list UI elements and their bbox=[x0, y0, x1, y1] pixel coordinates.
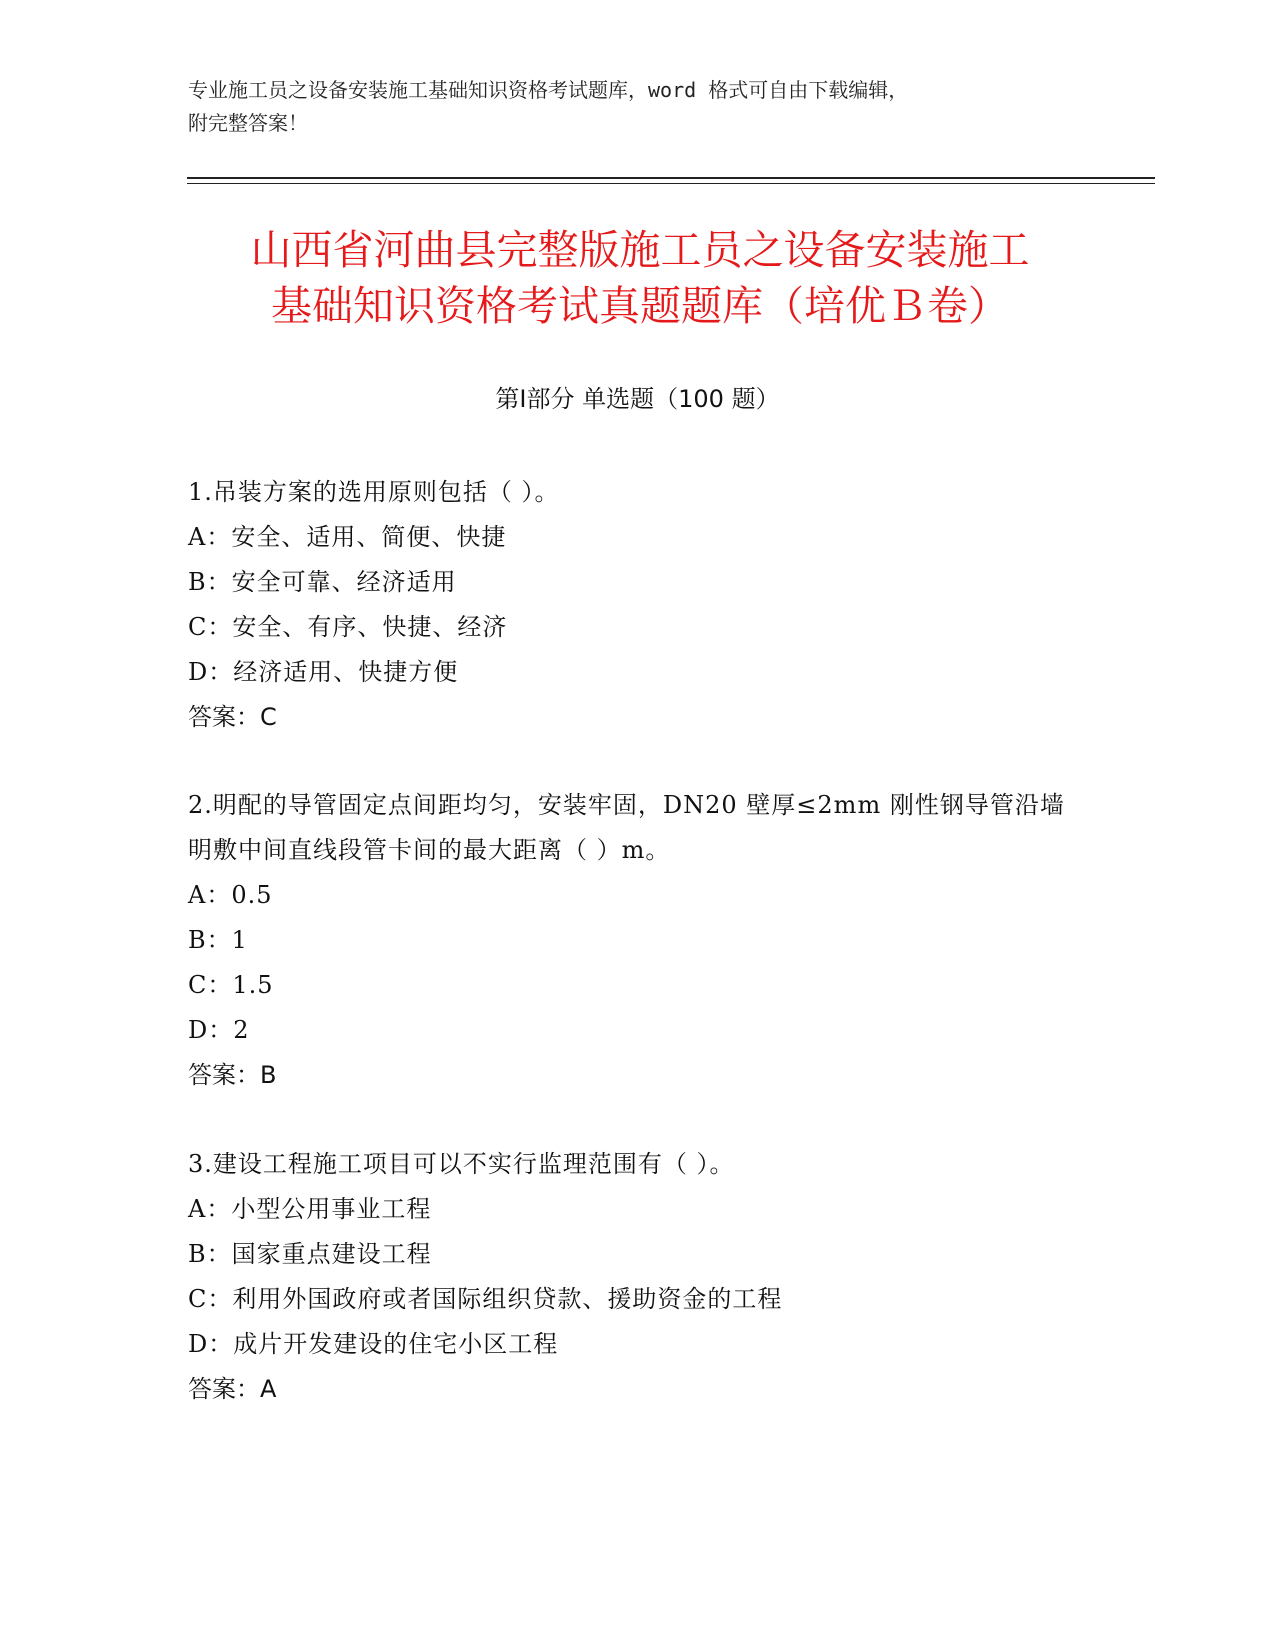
option-b: B：国家重点建设工程 bbox=[188, 1240, 432, 1268]
question-1 bbox=[188, 470, 1068, 740]
question-3 bbox=[188, 1142, 1068, 1412]
option-c: C：利用外国政府或者国际组织贷款、援助资金的工程 bbox=[188, 1285, 783, 1313]
header-divider-thick bbox=[187, 177, 1155, 179]
header-note-line1: 专业施工员之设备安装施工基础知识资格考试题库，word 格式可自由下载编辑， bbox=[188, 78, 909, 102]
header-divider-thin bbox=[187, 183, 1155, 184]
option-b: B：安全可靠、经济适用 bbox=[188, 568, 457, 596]
section-heading: 第Ⅰ部分 单选题（100 题） bbox=[495, 385, 780, 413]
question-2 bbox=[188, 783, 1068, 1098]
option-d: D：经济适用、快捷方便 bbox=[188, 658, 459, 686]
question-stem: 3.建设工程施工项目可以不实行监理范围有（ ）。 bbox=[188, 1150, 735, 1178]
document-title bbox=[130, 222, 1150, 334]
document-title-line2: 基础知识资格考试真题题库（培优Ｂ卷） bbox=[271, 282, 1009, 330]
option-c: C：1.5 bbox=[188, 971, 274, 999]
option-a: A：0.5 bbox=[188, 881, 273, 909]
question-stem: 1.吊装方案的选用原则包括（ ）。 bbox=[188, 478, 560, 506]
answer: 答案：C bbox=[188, 703, 277, 731]
answer: 答案：B bbox=[188, 1061, 277, 1089]
option-a: A：安全、适用、简便、快捷 bbox=[188, 523, 507, 551]
header-note bbox=[188, 74, 1088, 140]
document-title-line1: 山西省河曲县完整版施工员之设备安装施工 bbox=[250, 226, 1030, 274]
question-stem: 2.明配的导管固定点间距均匀，安装牢固，DN20 壁厚≤2mm 刚性钢导管沿墙明敷中间直线段管卡间的最大距离（ ）m。 bbox=[188, 791, 1065, 864]
answer: 答案：A bbox=[188, 1375, 277, 1403]
option-d: D：2 bbox=[188, 1016, 250, 1044]
option-d: D：成片开发建设的住宅小区工程 bbox=[188, 1330, 559, 1358]
header-note-line2: 附完整答案！ bbox=[188, 111, 308, 135]
option-c: C：安全、有序、快捷、经济 bbox=[188, 613, 508, 641]
option-a: A：小型公用事业工程 bbox=[188, 1195, 432, 1223]
option-b: B：1 bbox=[188, 926, 248, 954]
